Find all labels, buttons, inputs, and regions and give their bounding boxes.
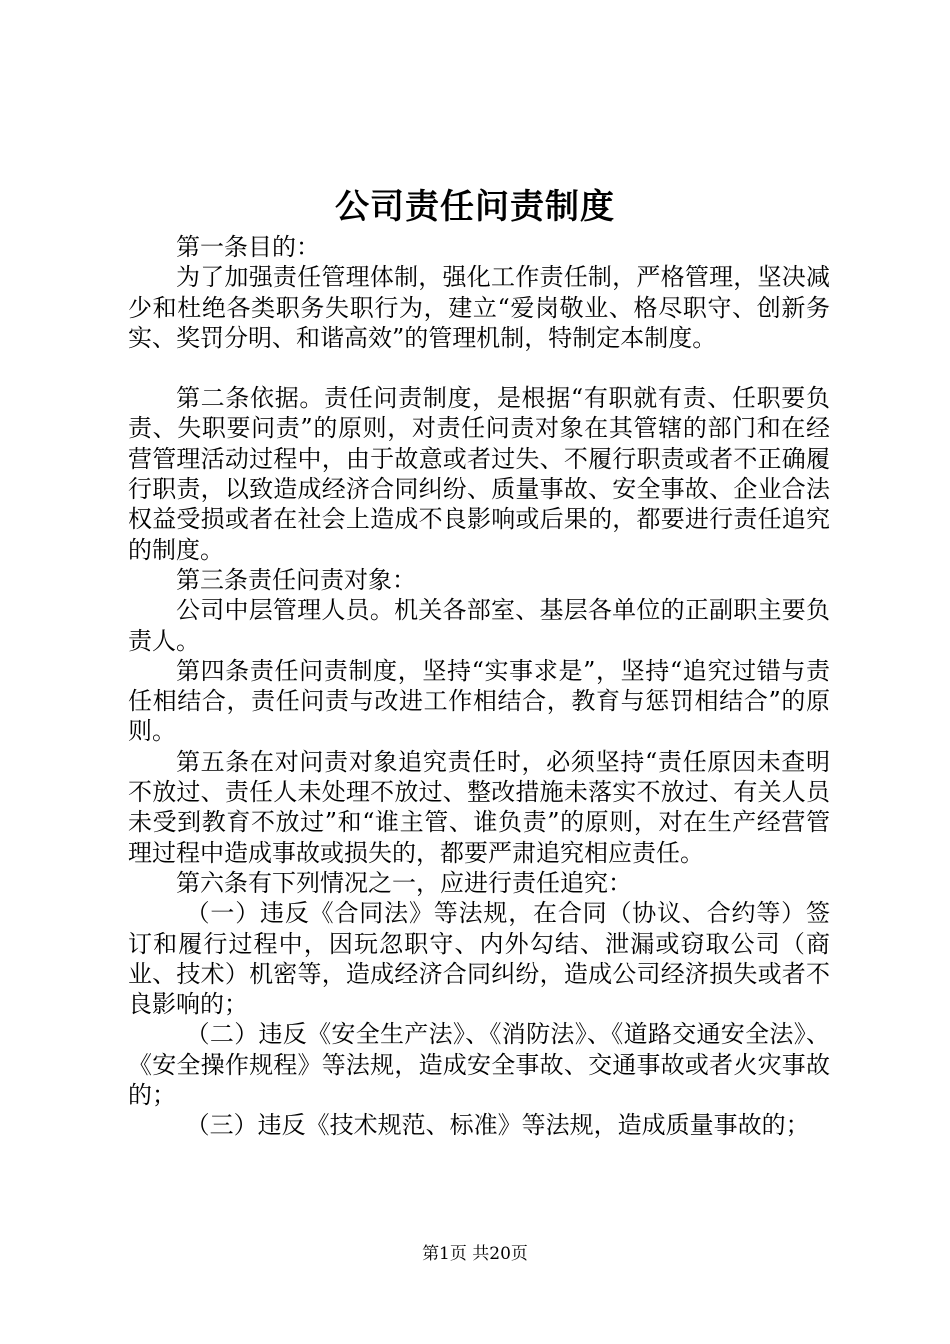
- paragraph-article-6-item-1: （一）违反《合同法》等法规，在合同（协议、合约等）签订和履行过程中，因玩忽职守、内外勾结、泄漏或窃取公司（商业、技术）机密等，造成经济合同纠纷，造成公司经济损失或者不良影响的；: [128, 899, 830, 1019]
- paragraph-article-5: 第五条在对问责对象追究责任时，必须坚持“责任原因未查明不放过、责任人未处理不放过、整改措施未落实不放过、有关人员未受到教育不放过”和“谁主管、谁负责”的原则，对在生产经营管理过程中造成事故或损失的，都要严肃追究相应责任。: [128, 747, 830, 867]
- document-body: [128, 232, 830, 1141]
- paragraph-article-3-text: 公司中层管理人员。机关各部室、基层各单位的正副职主要负责人。: [128, 596, 830, 655]
- paragraph-article-4: 第四条责任问责制度，坚持“实事求是”，坚持“追究过错与责任相结合，责任问责与改进工作相结合，教育与惩罚相结合”的原则。: [128, 656, 830, 746]
- paragraph-article-2: 第二条依据。责任问责制度，是根据“有职就有责、任职要负责、失职要问责”的原则，对责任问责对象在其管辖的部门和在经营管理活动过程中，由于故意或者过失、不履行职责或者不正确履行职责，以致造成经济合同纠纷、质量事故、安全事故、企业合法权益受损或者在社会上造成不良影响或后果的，都要进行责任追究的制度。: [128, 384, 830, 564]
- paragraph-article-3-heading: 第三条责任问责对象：: [176, 565, 416, 594]
- document-title: 公司责任问责制度: [335, 187, 615, 227]
- paragraph-article-1-heading: 第一条目的：: [176, 233, 320, 261]
- page-number-footer: 第1页 共20页: [422, 1244, 528, 1264]
- paragraph-article-6-heading: 第六条有下列情况之一，应进行责任追究：: [176, 868, 632, 897]
- paragraph-article-6-item-2: （二）违反《安全生产法》、《消防法》、《道路交通安全法》、《安全操作规程》等法规，造成安全事故、交通事故或者火灾事故的；: [128, 1020, 830, 1110]
- paragraph-article-6-item-3: （三）违反《技术规范、标准》等法规，造成质量事故的；: [185, 1111, 810, 1140]
- paragraph-article-1-text: 为了加强责任管理体制，强化工作责任制，严格管理，坚决减少和杜绝各类职务失职行为，建立“爱岗敬业、格尽职守、创新务实、奖罚分明、和谐高效”的管理机制，特制定本制度。: [128, 263, 830, 352]
